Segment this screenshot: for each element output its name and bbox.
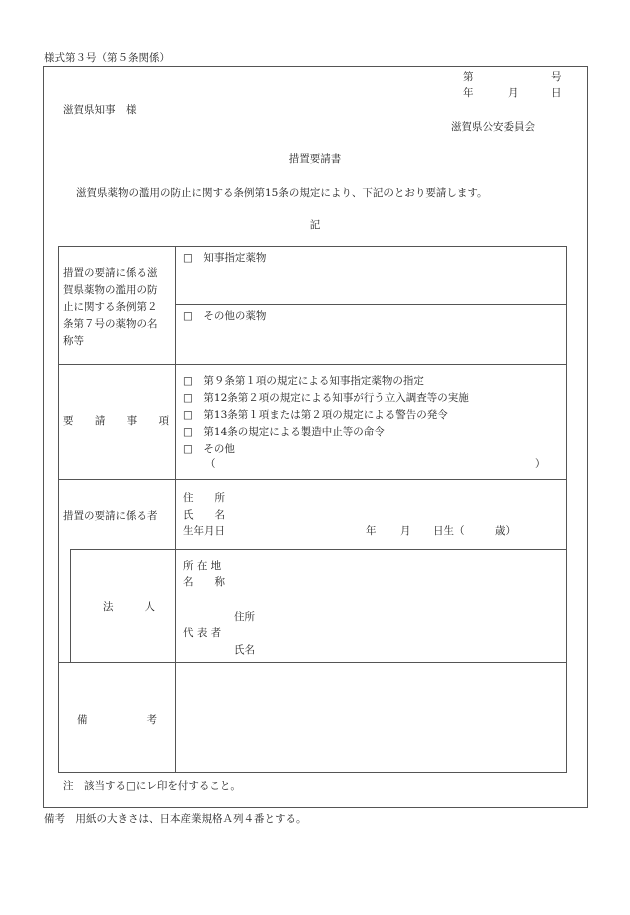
row2-label-spread	[63, 413, 169, 428]
remark: 備考 用紙の大きさは、日本産業規格Ａ列４番とする。	[44, 813, 307, 825]
paren-open: （	[205, 458, 216, 470]
body-text: 滋賀県薬物の濫用の防止に関する条例第15条の規定により、下記のとおり要請します。	[76, 187, 488, 199]
note: 注 該当する□にレ印を付すること。	[63, 780, 241, 792]
row4-label-char: 法	[103, 601, 114, 613]
row2-label-char: 項	[158, 415, 169, 427]
name-label: 氏 名	[183, 509, 225, 521]
date-year: 年	[463, 87, 474, 99]
age-label: 歳）	[495, 525, 516, 537]
rep-address-label: 住所	[234, 611, 255, 623]
document-title: 措置要請書	[288, 153, 342, 165]
ki-marker: 記	[309, 219, 321, 231]
column-divider	[175, 247, 176, 772]
row2-label-char: 要	[63, 415, 74, 427]
row1-label-line: 称等	[63, 335, 84, 347]
request-options	[183, 373, 469, 458]
row1-label-line: 賀県薬物の濫用の防	[63, 284, 158, 296]
row-divider	[70, 549, 566, 550]
birth-month: 月	[400, 525, 411, 537]
row5-label-spread	[77, 712, 157, 727]
rep-name-label: 氏名	[234, 644, 255, 656]
row5-label-char: 考	[146, 714, 157, 726]
row1-label-line: 条第７号の薬物の名	[63, 318, 158, 330]
date-day: 日	[551, 87, 562, 99]
location-label: 所 在 地	[183, 560, 222, 572]
option-inspection[interactable]: □ 第12条第２項の規定による知事が行う立入調査等の実施	[183, 392, 469, 404]
row5-label	[77, 712, 157, 727]
row1-label-line: 止に関する条例第２	[63, 301, 158, 313]
birth-year: 年	[366, 525, 377, 537]
option-designation[interactable]: □ 第９条第１項の規定による知事指定薬物の指定	[183, 375, 424, 387]
sender: 滋賀県公安委員会	[451, 121, 535, 133]
row4-label	[103, 599, 173, 614]
date-month: 月	[508, 87, 519, 99]
row4-label-spread	[103, 599, 155, 614]
birth-label: 生年月日	[183, 525, 225, 537]
corp-indent-line	[70, 549, 71, 662]
option-stop-order[interactable]: □ 第14条の規定による製造中止等の命令	[183, 426, 385, 438]
row-divider	[175, 304, 566, 305]
row2-label-char: 請	[94, 415, 106, 427]
row2-label	[63, 413, 169, 428]
number-prefix: 第	[463, 71, 474, 83]
row2-label-char: 事	[126, 415, 138, 427]
address-label: 住 所	[183, 492, 225, 504]
row-divider	[59, 662, 566, 663]
birth-day: 日生（	[433, 525, 465, 537]
row3-label: 措置の要請に係る者	[63, 510, 158, 522]
request-table	[58, 246, 567, 773]
row4-label-char: 人	[144, 601, 155, 613]
addressee: 滋賀県知事 様	[63, 104, 137, 116]
option-other[interactable]: □ その他	[183, 443, 235, 455]
row1-label	[63, 265, 158, 350]
row1-label-line: 措置の要請に係る滋	[63, 267, 158, 279]
rep-label: 代 表 者	[183, 627, 222, 639]
corp-name-label: 名 称	[183, 576, 225, 588]
option-warning[interactable]: □ 第13条第１項または第２項の規定による警告の発令	[183, 409, 448, 421]
row5-label-char: 備	[77, 714, 88, 726]
form-label: 様式第３号（第５条関係）	[44, 52, 170, 64]
option-designated-drug[interactable]: □ 知事指定薬物	[183, 252, 267, 264]
row-divider	[59, 364, 566, 365]
row-divider	[59, 479, 566, 480]
number-suffix: 号	[551, 71, 562, 83]
option-other-drug[interactable]: □ その他の薬物	[183, 310, 267, 322]
paren-close: ）	[535, 458, 546, 470]
